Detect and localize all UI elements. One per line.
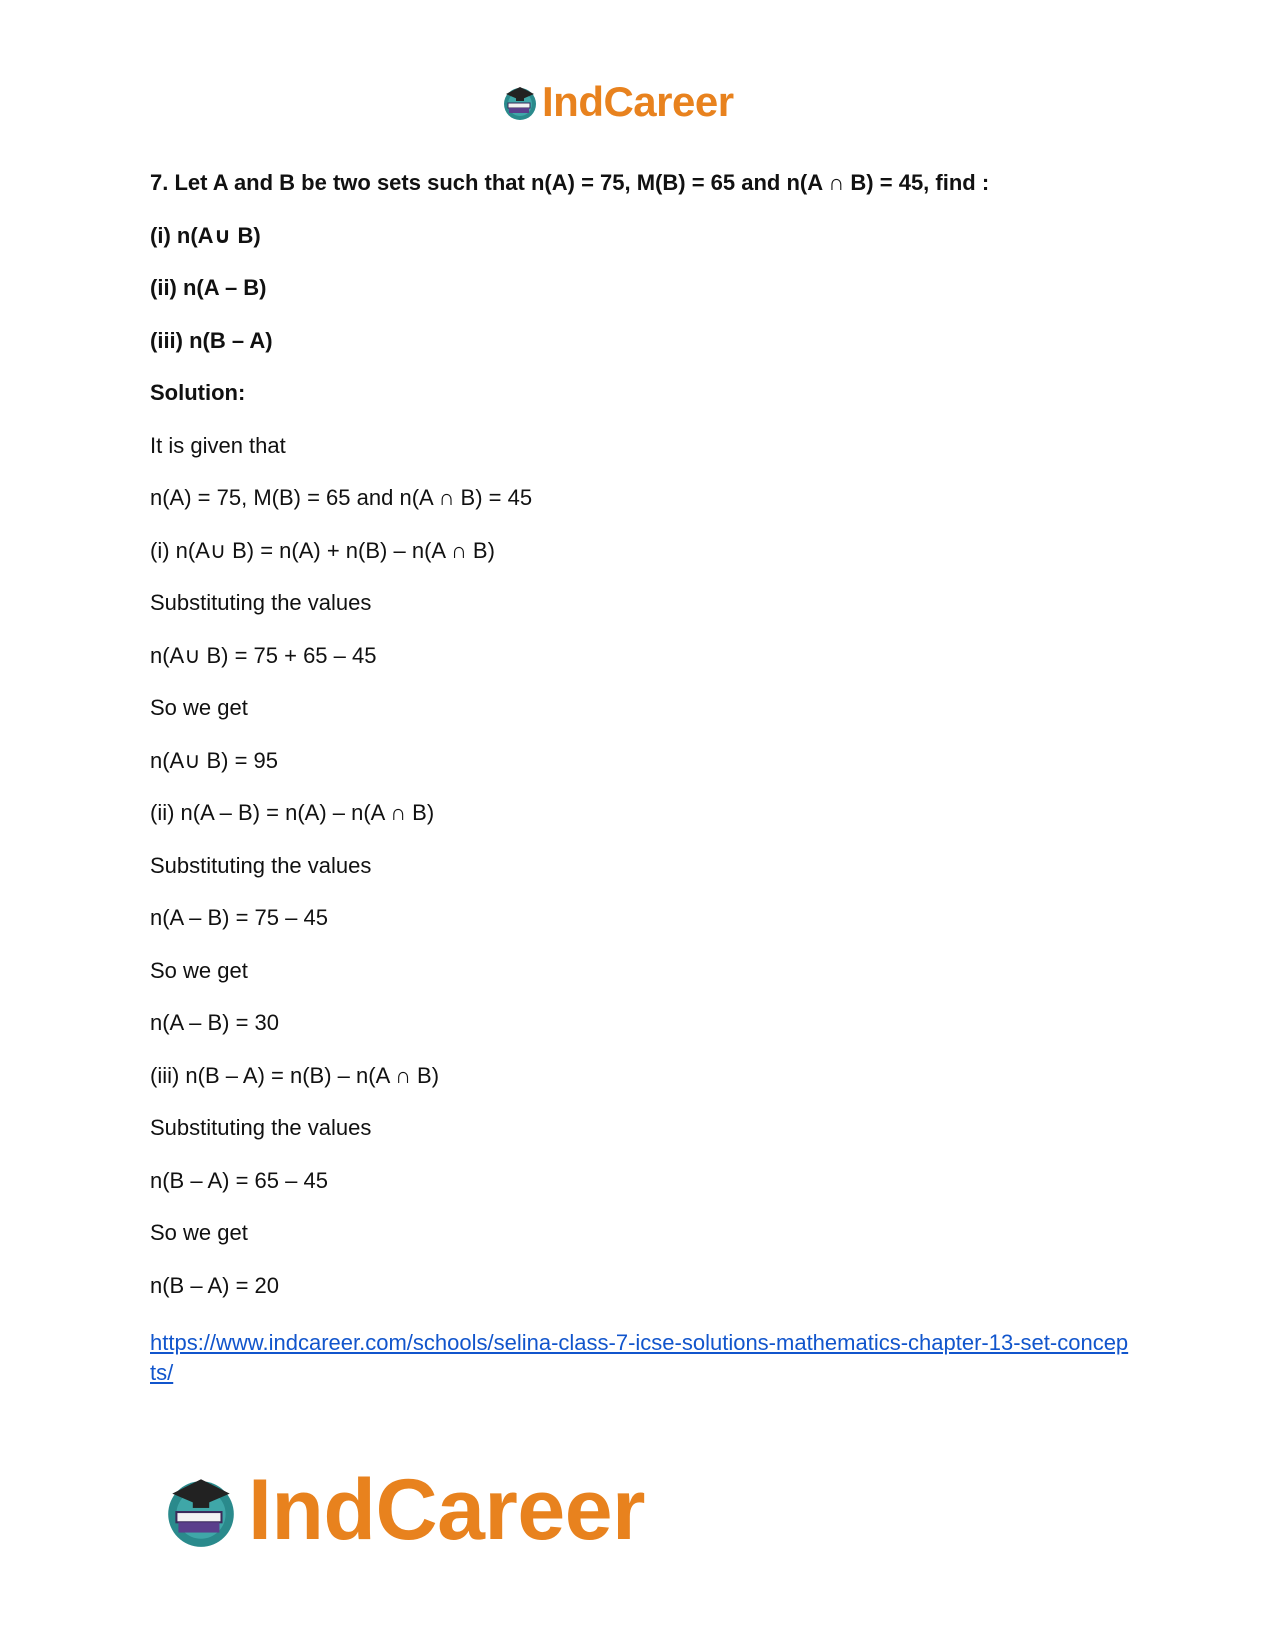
- solution-line: Substituting the values: [150, 590, 372, 615]
- solution-line: (iii) n(B – A) = n(B) – n(A ∩ B): [150, 1063, 440, 1088]
- solution-line: So we get: [150, 958, 248, 983]
- source-link[interactable]: https://www.indcareer.com/schools/selina-class-7-icse-solutions-mathematics-chapter-13-set-concepts/: [150, 1330, 1129, 1385]
- solution-line: n(B – A) = 65 – 45: [150, 1168, 328, 1193]
- solution-line: n(B – A) = 20: [150, 1273, 280, 1298]
- question-part-i: (i) n(A∪ B): [150, 223, 261, 248]
- question-part-ii: (ii) n(A – B): [150, 275, 267, 300]
- solution-heading: Solution:: [150, 380, 246, 405]
- solution-line: So we get: [150, 695, 248, 720]
- solution-line: (i) n(A∪ B) = n(A) + n(B) – n(A ∩ B): [150, 538, 495, 563]
- logo-text: IndCareer: [248, 1462, 645, 1558]
- solution-line: So we get: [150, 1220, 248, 1245]
- footer-logo: [160, 1462, 645, 1558]
- solution-line: n(A∪ B) = 95: [150, 748, 278, 773]
- graduation-book-globe-icon: [500, 82, 540, 122]
- solution-line: (ii) n(A – B) = n(A) – n(A ∩ B): [150, 800, 435, 825]
- solution-line: n(A∪ B) = 75 + 65 – 45: [150, 643, 377, 668]
- solution-line: Substituting the values: [150, 853, 372, 878]
- solution-line: n(A) = 75, M(B) = 65 and n(A ∩ B) = 45: [150, 485, 533, 510]
- logo-text: IndCareer: [542, 78, 734, 125]
- solution-line: n(A – B) = 30: [150, 1010, 280, 1035]
- question-part-iii: (iii) n(B – A): [150, 328, 273, 353]
- graduation-book-globe-icon: [160, 1469, 242, 1551]
- solution-line: n(A – B) = 75 – 45: [150, 905, 328, 930]
- question-title: 7. Let A and B be two sets such that n(A) = 75, M(B) = 65 and n(A ∩ B) = 45, find :: [150, 170, 990, 195]
- solution-line: It is given that: [150, 433, 286, 458]
- header-logo: [500, 78, 734, 126]
- solution-line: Substituting the values: [150, 1115, 372, 1140]
